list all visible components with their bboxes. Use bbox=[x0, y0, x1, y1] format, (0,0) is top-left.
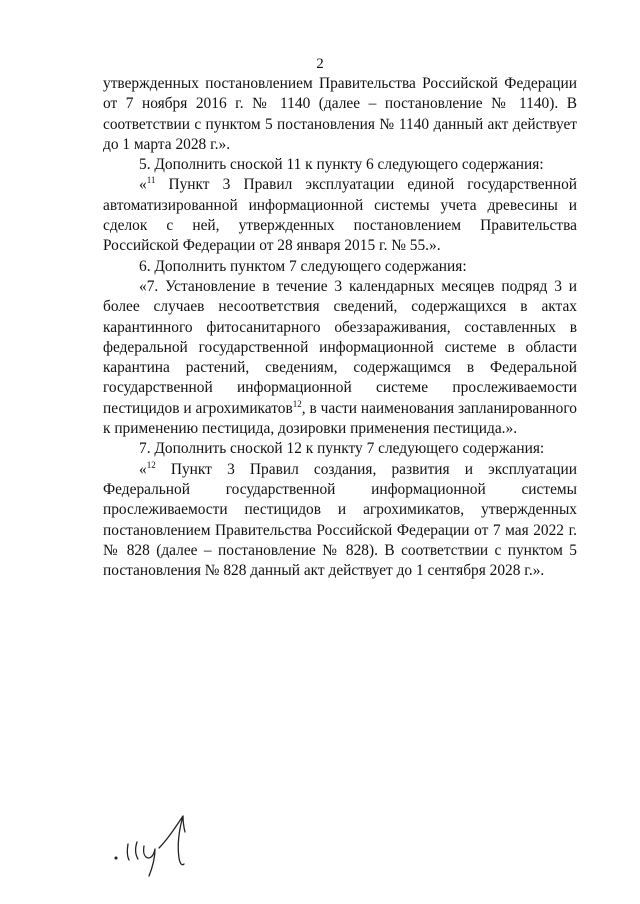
signature-icon bbox=[113, 800, 223, 880]
paragraph-continuation bbox=[103, 74, 577, 155]
paragraph-text: 7. Дополнить сноской 12 к пункту 7 следующего содержания: bbox=[139, 440, 545, 458]
paragraph-text-open-quote: « bbox=[139, 176, 147, 194]
paragraph-item-5 bbox=[103, 155, 577, 175]
footnote-marker: 11 bbox=[146, 175, 156, 186]
paragraph-text: 6. Дополнить пунктом 7 следующего содержания: bbox=[139, 257, 467, 275]
paragraph-text: 5. Дополнить сноской 11 к пункту 6 следующего содержания: bbox=[139, 156, 544, 174]
page-number: 2 bbox=[316, 56, 324, 72]
paragraph-text: «7. Установление в течение 3 календарных месяцев подряд 3 и более случаев несоответствия сведений, содержащихся в актах карантинного фитосанитарного обеззараживания, составленных в федеральной государственной информационной системе в области карантина растений, сведениям, содержащимся в Федеральной государственной информационной системе прослеживаемости пестицидов и агрохимикатов bbox=[103, 277, 577, 417]
paragraph-point-7 bbox=[103, 277, 577, 439]
document-body bbox=[103, 74, 577, 581]
paragraph-footnote-11 bbox=[103, 175, 577, 256]
paragraph-text-tail: , в части наименования запланированного к применению пестицида, дозировки применения пестицида.». bbox=[103, 399, 577, 438]
handwritten-signature bbox=[113, 800, 223, 880]
footnote-marker: 12 bbox=[292, 398, 302, 409]
paragraph-text: утвержденных постановлением Правительства Российской Федерации от 7 ноября 2016 г. № 1140 (далее – постановление № 1140). В соответствии с пунктом 5 постановления № 1140 данный акт действует до 1 марта 2028 г.». bbox=[103, 75, 577, 153]
footnote-marker: 12 bbox=[146, 459, 156, 470]
paragraph-item-7 bbox=[103, 439, 577, 459]
paragraph-footnote-12 bbox=[103, 460, 577, 582]
paragraph-text-open-quote: « bbox=[139, 460, 147, 478]
paragraph-text: Пункт 3 Правил эксплуатации единой государственной автоматизированной информационной системы учета древесины и сделок с ней, утвержденных постановлением Правительства Российской Федерации от 28 января 2015 г. № 55.». bbox=[103, 176, 577, 255]
paragraph-item-6 bbox=[103, 257, 577, 277]
paragraph-text: Пункт 3 Правил создания, развития и эксплуатации Федеральной государственной информационной системы прослеживаемости пестицидов и агрохимикатов, утвержденных постановлением Правительства Российской Федерации от 7 мая 2022 г. № 828 (далее – постановление № 828). В соответствии с пунктом 5 постановления № 828 данный акт действует до 1 сентября 2028 г.». bbox=[103, 460, 577, 580]
